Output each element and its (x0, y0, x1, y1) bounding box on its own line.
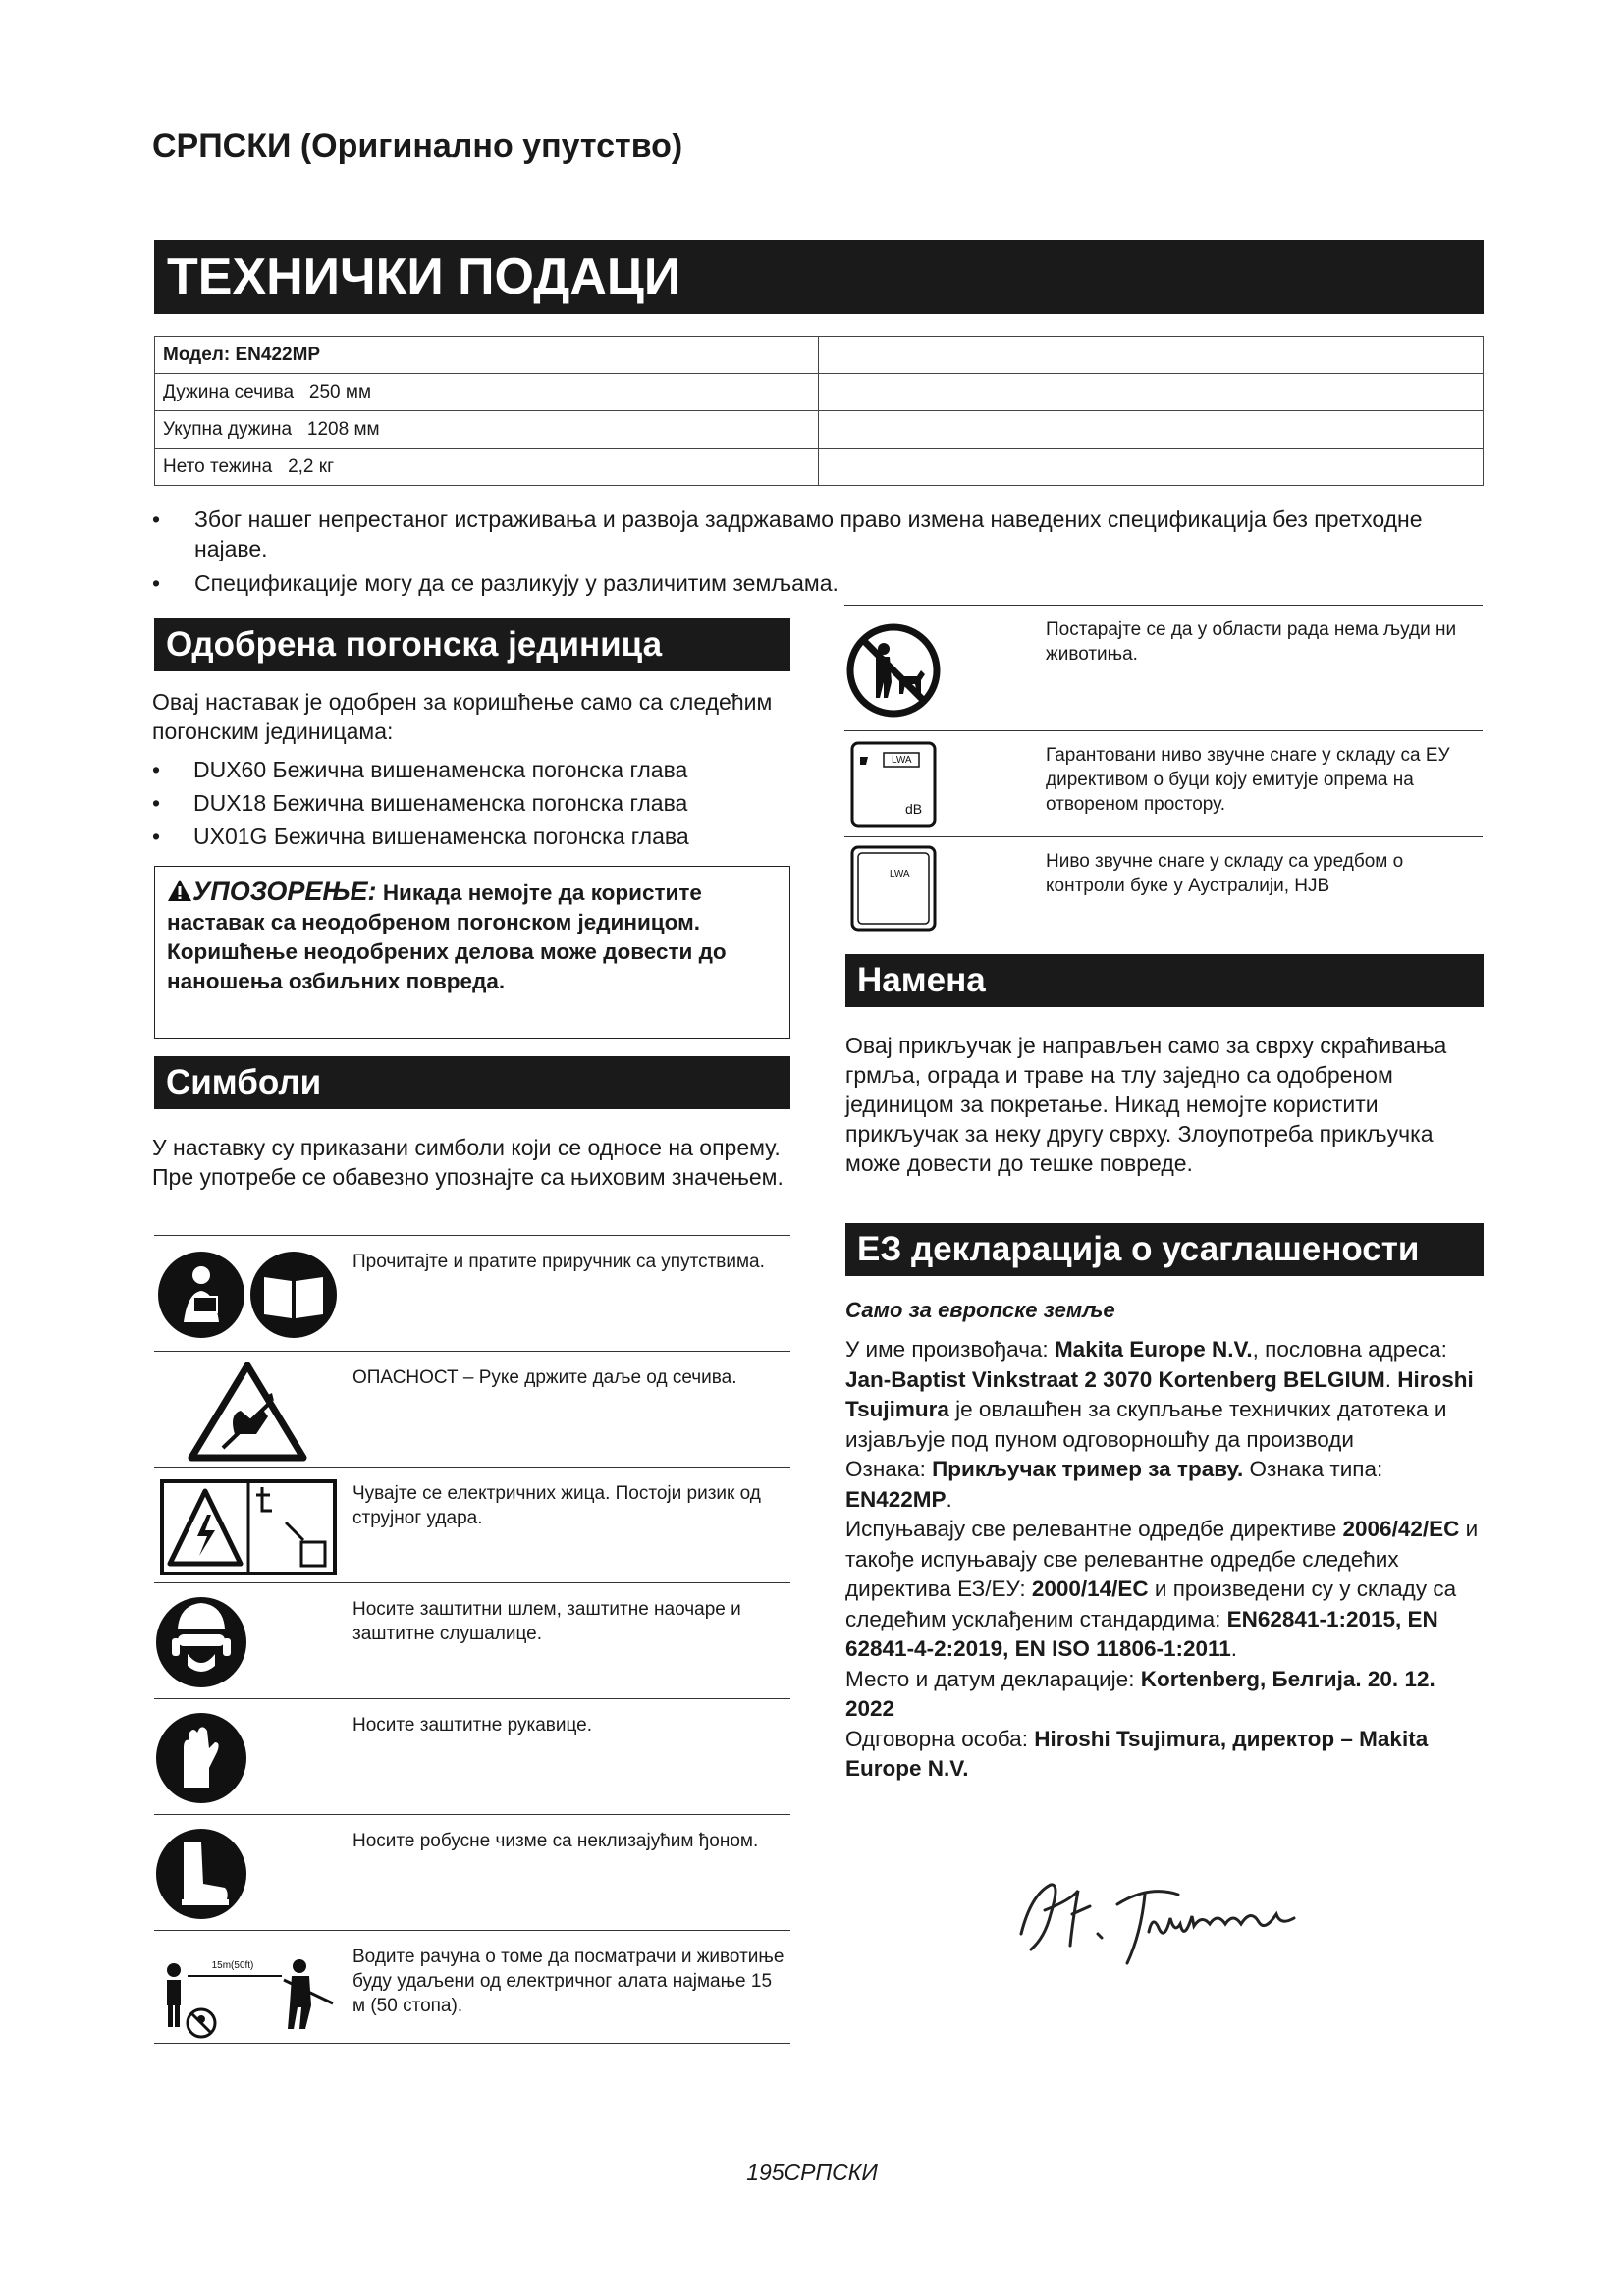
symbol-text: Водите рачуна о томе да посматрачи и животиње буду удаљени од електричног алата најмање 15 м (50 стопа). (352, 1947, 785, 2016)
symbol-text: ОПАСНОСТ – Руке држите даље од сечива. (352, 1367, 737, 1388)
declaration-text: Испуњавају све релевантне одредбе директиве (845, 1517, 1343, 1541)
purpose-text: Овај прикључак је направљен само за сврху скраћивања грмља, ограда и траве на тлу заједно са одобреном јединицом за покретање. Никад немојте користити прикључак за неку другу сврху. Злоупотреба прикључка може довести до тешке повреде. (845, 1033, 1447, 1176)
declaration-text: . (1230, 1636, 1238, 1661)
electric-wires-icon (154, 1468, 341, 1582)
declaration-text: . (1384, 1366, 1398, 1392)
declaration-text: и такође испуњавају све релевантне одредбе следећих директива ЕЗ/ЕУ: (845, 1517, 1479, 1601)
specifications-banner: ТЕХНИЧКИ ПОДАЦИ (154, 240, 1484, 314)
declaration-text: Ознака типа: (1243, 1457, 1383, 1481)
page-footer: 195СРПСКИ (746, 2160, 878, 2185)
boots-icon (154, 1815, 341, 1930)
table-row (155, 449, 1484, 486)
spec-value: 1208 мм (306, 418, 380, 440)
declaration-paragraph (845, 1725, 1484, 1785)
specifications-table (154, 336, 1484, 486)
symbol-row (154, 1467, 790, 1582)
signature (1001, 1855, 1335, 1973)
lwa-label: LWA (890, 869, 910, 880)
symbol-text: Носите робусне чизме са неклизајућим ђоном. (352, 1831, 759, 1851)
symbol-text: Ниво звучне снаге у складу са уредбом о контроли буке у Аустралији, НЈВ (1046, 851, 1404, 896)
declaration-text: Ознака: (845, 1457, 933, 1481)
table-row (155, 337, 1484, 374)
svg-text:dB: dB (905, 801, 923, 817)
hand-blade-danger-icon (154, 1352, 341, 1467)
declaration-text: , пословна адреса: (1252, 1337, 1447, 1362)
list-item: • DUX60 Бежична вишенаменска погонска глава (152, 753, 790, 786)
symbol-row (154, 1698, 790, 1814)
warning-label: УПОЗОРЕЊЕ: (192, 877, 377, 906)
distance-label: 15m(50ft) (211, 1960, 254, 1971)
declaration-body (845, 1335, 1484, 1785)
responsible-person: Hiroshi Tsujimura, директор – Makita Europe N.V. (845, 1726, 1429, 1781)
declaration-paragraph (845, 1455, 1484, 1515)
spec-value: 2,2 кг (288, 455, 334, 477)
table-cell (819, 374, 1484, 411)
manufacturer-name: Makita Europe N.V. (1054, 1337, 1253, 1362)
symbol-row (844, 730, 1483, 836)
symbol-text: Постарајте се да у области рада нема људи ни животиња. (1046, 619, 1457, 665)
symbol-row (154, 1582, 790, 1698)
spec-label: Укупна дужина (163, 418, 293, 440)
approved-units-list (152, 753, 790, 853)
declaration-text: Место и датум декларације: (845, 1666, 1141, 1691)
spec-notes (152, 505, 1488, 603)
spec-value: 250 мм (308, 381, 372, 402)
list-item: • DUX18 Бежична вишенаменска погонска глава (152, 786, 790, 820)
declaration-subtitle: Само за европске земље (845, 1298, 1115, 1322)
table-cell (819, 411, 1484, 449)
spec-label: Дужина сечива (163, 381, 295, 402)
declaration-text: Одговорна особа: (845, 1726, 1035, 1751)
bystander-distance-icon (154, 1931, 341, 2043)
table-row (155, 411, 1484, 449)
declaration-paragraph (845, 1665, 1484, 1725)
symbol-text: Носите заштитне рукавице. (352, 1715, 592, 1735)
symbol-text: Прочитајте и пратите приручник са упутствима. (352, 1252, 765, 1272)
table-cell (819, 449, 1484, 486)
symbols-intro: У наставку су приказани симболи који се односе на опрему. Пре употребе се обавезно упознајте са њиховим значењем. (152, 1135, 784, 1190)
product-type: EN422MP (845, 1486, 947, 1512)
declaration-text: . (946, 1486, 952, 1512)
declaration-paragraph (845, 1515, 1484, 1665)
declaration-heading: ЕЗ декларација о усаглашености (845, 1223, 1484, 1276)
list-item: • UX01G Бежична вишенаменска погонска глава (152, 820, 790, 853)
helmet-goggles-earmuffs-icon (154, 1583, 341, 1698)
declaration-text: У име произвођача: (845, 1337, 1055, 1362)
eu-noise-icon (844, 731, 1031, 836)
purpose-heading: Намена (845, 954, 1484, 1007)
symbol-row (154, 1930, 790, 2044)
symbol-text: Чувајте се електричних жица. Постоји ризик од струјног удара. (352, 1483, 761, 1528)
lwa-label: LWA (892, 755, 912, 766)
symbols-heading: Симболи (154, 1056, 790, 1109)
spec-cell (155, 411, 819, 449)
declaration-text: и произведени су у складу са следећим усклађеним стандардима: (845, 1576, 1457, 1631)
directive: 2000/14/EC (1031, 1576, 1149, 1601)
model-label: Модел: EN422MP (155, 337, 819, 374)
standards: EN62841-1:2015, EN 62841-4-2:2019, EN ISO 11806-1:2011 (845, 1606, 1438, 1661)
approved-unit-heading: Одобрена погонска јединица (154, 618, 790, 671)
approved-intro: Овај наставак је одобрен за коришћење само са следећим погонским јединицама: (152, 689, 773, 744)
directive: 2006/42/EC (1342, 1517, 1460, 1541)
list-item: • Спецификације могу да се разликују у различитим земљама. (152, 568, 1488, 598)
no-people-animals-icon (844, 606, 1031, 730)
warning-box (154, 866, 790, 1039)
declaration-text: је овлашћен за скупљање техничких датотека и изјављује под пуном одговорношћу да производи (845, 1397, 1447, 1452)
spec-label: Нето тежина (163, 455, 273, 477)
warning-triangle-icon (167, 879, 192, 902)
manufacturer-address: Jan-Baptist Vinkstraat 2 3070 Kortenberg BELGIUM (845, 1366, 1385, 1392)
symbol-text: Гарантовани ниво звучне снаге у складу са ЕУ директивом о буци коју емитује опрема на отвореном простору. (1046, 745, 1450, 815)
au-noise-icon (844, 837, 1031, 934)
table-row (155, 374, 1484, 411)
spec-cell (155, 449, 819, 486)
symbol-row (154, 1814, 790, 1930)
gloves-icon (154, 1699, 341, 1814)
warning-text: Никада немојте да користите наставак са неодобреном погонском јединицом. Коришћење неодобрених делова може довести до наношења озбиљних повреда. (167, 881, 727, 993)
page-language-title: СРПСКИ (Оригинално упутство) (152, 128, 683, 165)
authorized-person: Hiroshi Tsujimura (845, 1366, 1474, 1421)
read-manual-icon (154, 1236, 341, 1351)
table-cell (819, 337, 1484, 374)
symbol-row (844, 836, 1483, 934)
symbol-text: Носите заштитни шлем, заштитне наочаре и заштитне слушалице. (352, 1599, 741, 1644)
spec-cell (155, 374, 819, 411)
declaration-paragraph (845, 1335, 1484, 1455)
list-item: • Због нашег непрестаног истраживања и развоја задржавамо право измена наведених спецификација без претходне најаве. (152, 505, 1488, 563)
symbol-row (154, 1351, 790, 1467)
symbol-row (154, 1235, 790, 1351)
symbol-row (844, 605, 1483, 730)
product-designation: Прикључак тример за траву. (932, 1457, 1244, 1481)
place-date: Kortenberg, Белгија. 20. 12. 2022 (845, 1666, 1435, 1721)
